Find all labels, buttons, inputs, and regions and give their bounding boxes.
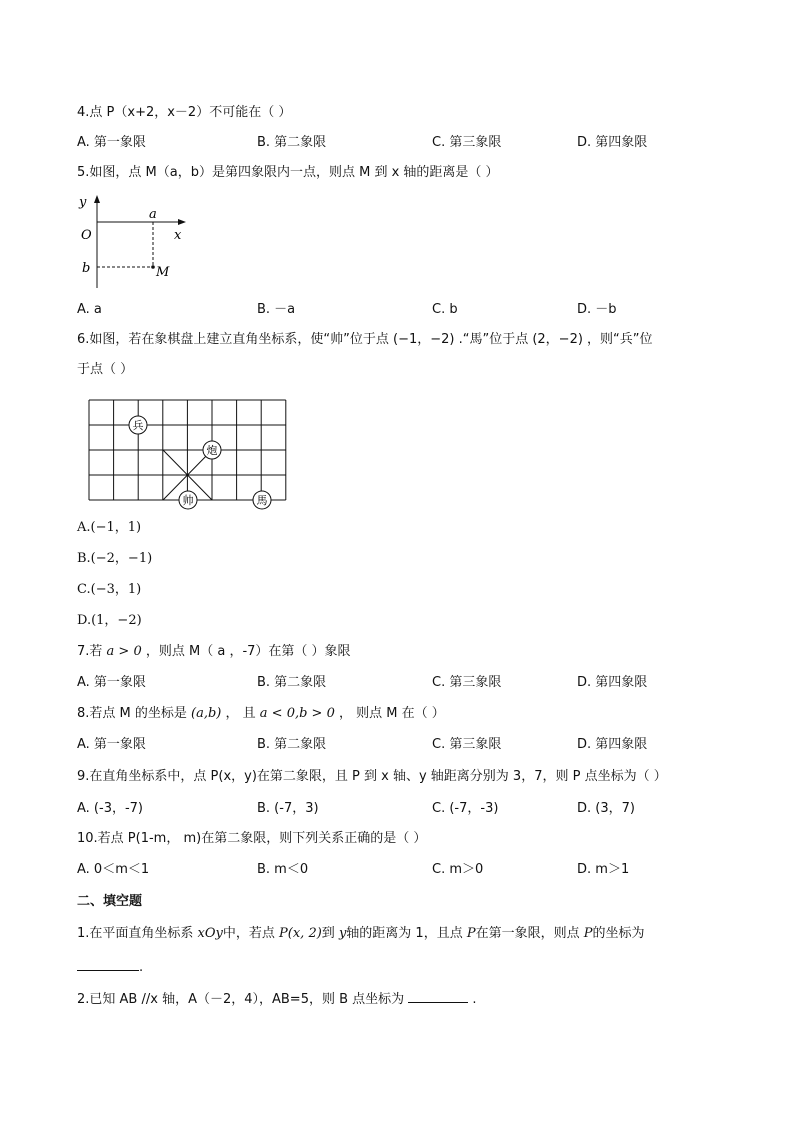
q4-option-c: C. 第三象限	[432, 135, 502, 150]
q6-piece-shuai	[179, 491, 197, 509]
q10-option-d: D. m＞1	[577, 862, 630, 877]
q5-label-o: O	[81, 228, 92, 243]
q6-chessboard-figure	[89, 400, 289, 510]
q7-condition: a > 0	[106, 644, 142, 659]
f1-stem	[77, 925, 645, 943]
q8-stem-pre: 8.若点 M 的坐标是	[77, 706, 192, 721]
q8-coordinate: (a,b)	[191, 706, 222, 721]
section-fill-in-title: 二、填空题	[77, 894, 143, 909]
f1-mid4: 在第一象限，则点	[475, 926, 584, 941]
f1-post: 的坐标为	[592, 926, 645, 941]
q8-option-c: C. 第三象限	[432, 737, 502, 752]
q4-stem: 4.点 P（x+2，x－2）不可能在（ ）	[77, 105, 292, 120]
q5-y-arrow	[94, 195, 100, 203]
q7-stem	[77, 643, 351, 661]
q5-coordinate-figure	[76, 192, 196, 292]
q6-option-a: A.(−1，1)	[77, 520, 142, 535]
q7-option-a: A. 第一象限	[77, 675, 146, 690]
q10-option-c: C. m＞0	[432, 862, 484, 877]
q5-label-m: M	[156, 265, 170, 280]
q5-x-arrow	[178, 219, 186, 225]
q7-option-c: C. 第三象限	[432, 675, 502, 690]
f2-stem	[77, 988, 477, 1009]
q5-option-b: B. －a	[257, 302, 296, 317]
q8-condition: a < 0,b > 0	[259, 706, 335, 721]
f1-p2: P	[583, 926, 593, 941]
q6-option-b: B.(−2，−1)	[77, 551, 153, 566]
f2-answer-blank[interactable]	[408, 988, 468, 1003]
q6-piece-pao	[203, 441, 221, 459]
f1-mid3: 轴的距离为 1，且点	[346, 926, 467, 941]
f1-end: .	[139, 960, 144, 975]
q5-stem: 5.如图，点 M（a，b）是第四象限内一点，则点 M 到 x 轴的距离是（ ）	[77, 165, 499, 180]
q4-option-d: D. 第四象限	[577, 135, 648, 150]
q8-stem	[77, 705, 445, 723]
f2-end: .	[468, 992, 477, 1007]
q4-option-a: A. 第一象限	[77, 135, 146, 150]
f1-pre: 1.在平面直角坐标系	[77, 926, 198, 941]
q6-option-c: C.(−3，1)	[77, 582, 142, 597]
f1-p1: P	[466, 926, 476, 941]
q7-stem-pre: 7.若	[77, 644, 107, 659]
q5-option-a: A. a	[77, 302, 102, 317]
q9-option-d: D. (3，7)	[577, 801, 635, 816]
q8-stem-post: ， 则点 M 在（ ）	[334, 706, 445, 721]
q9-option-c: C. (-7，-3)	[432, 801, 499, 816]
q6-piece-pao-label: 炮	[206, 444, 218, 457]
f1-answer-blank[interactable]	[77, 956, 139, 971]
f1-axis: y	[338, 926, 347, 941]
q5-point-m	[151, 265, 155, 269]
q6-piece-shuai-label: 帅	[182, 494, 194, 507]
f1-mid2: 到	[321, 926, 339, 941]
q9-option-a: A. (-3，-7)	[77, 801, 143, 816]
f1-mid1: 中，若点	[222, 926, 280, 941]
q6-piece-bing-label: 兵	[132, 419, 144, 432]
q7-option-d: D. 第四象限	[577, 675, 648, 690]
q7-stem-post: ，则点 M（ a ，-7）在第（ ）象限	[141, 644, 351, 659]
q8-option-b: B. 第二象限	[257, 737, 327, 752]
q6-piece-ma-label: 馬	[256, 494, 268, 507]
q5-option-d: D. －b	[577, 302, 617, 317]
q6-option-d: D.(1，−2)	[77, 613, 142, 628]
f2-stem-text: 2.已知 AB //x 轴，A（－2，4），AB=5，则 B 点坐标为	[77, 992, 409, 1007]
q10-stem: 10.若点 P(1-m， m)在第二象限，则下列关系正确的是（ ）	[77, 831, 427, 846]
q8-option-a: A. 第一象限	[77, 737, 146, 752]
q4-option-b: B. 第二象限	[257, 135, 327, 150]
q6-piece-bing	[129, 416, 147, 434]
q9-stem: 9.在直角坐标系中，点 P(x，y)在第二象限，且 P 到 x 轴、y 轴距离分别为 3，7，则 P 点坐标为（ ）	[77, 769, 667, 784]
f1-answer-line	[77, 956, 143, 977]
q7-option-b: B. 第二象限	[257, 675, 327, 690]
f1-system: xOy	[197, 926, 223, 941]
q5-label-y: y	[79, 195, 87, 210]
q10-option-b: B. m＜0	[257, 862, 309, 877]
f1-point: P(x, 2)	[279, 926, 322, 941]
q5-label-x: x	[174, 228, 182, 243]
q8-stem-mid: ， 且	[221, 706, 260, 721]
q5-label-b: b	[82, 261, 91, 276]
q6-stem-line2: 于点（ ）	[77, 362, 134, 377]
q8-option-d: D. 第四象限	[577, 737, 648, 752]
q6-board-grid	[89, 400, 286, 500]
q6-stem-line1: 6.如图，若在象棋盘上建立直角坐标系，使“帅”位于点 (−1，−2) .“馬”位于点 (2，−2) ，则“兵”位	[77, 332, 653, 347]
q5-label-a: a	[149, 207, 157, 222]
q10-option-a: A. 0＜m＜1	[77, 862, 150, 877]
q9-option-b: B. (-7，3)	[257, 801, 319, 816]
q5-option-c: C. b	[432, 302, 458, 317]
q6-piece-ma	[253, 491, 271, 509]
